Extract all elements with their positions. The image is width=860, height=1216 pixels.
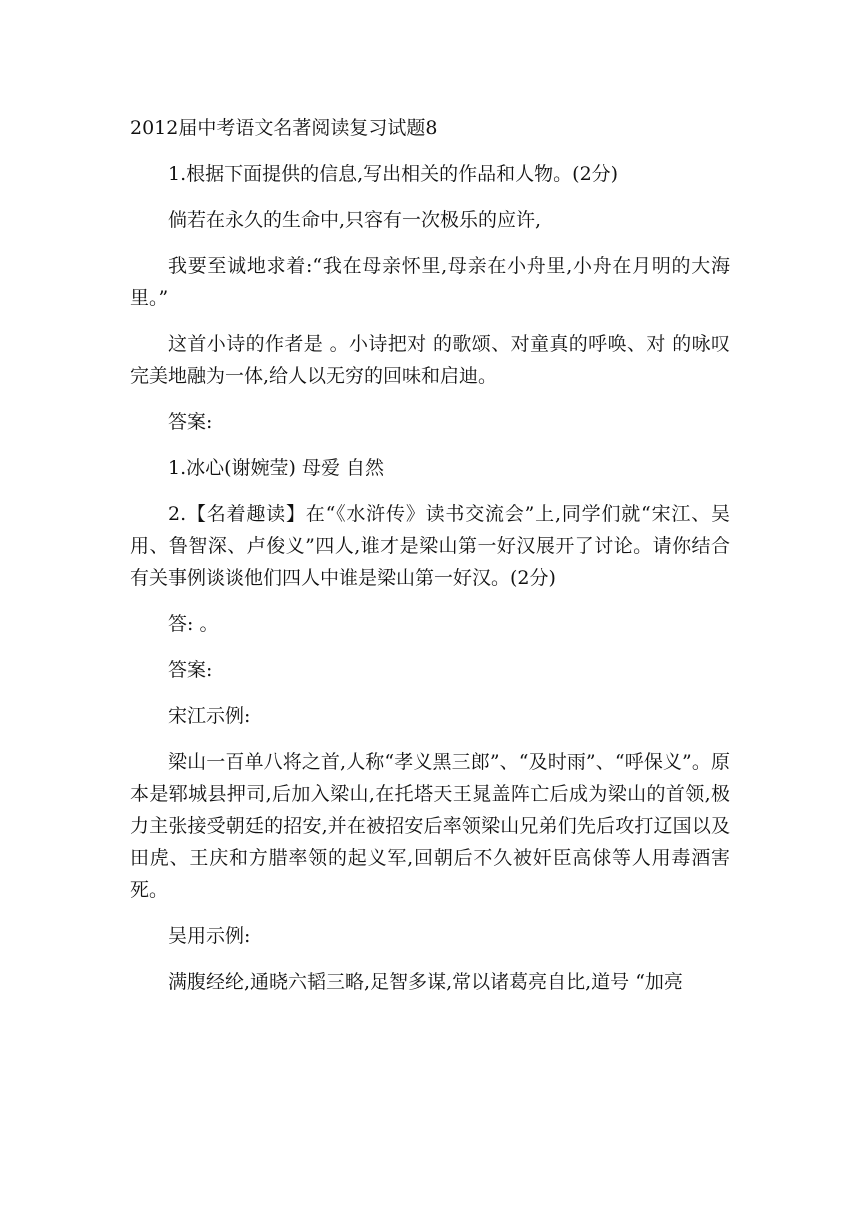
poem-line-2: 我要至诚地求着:“我在母亲怀里,母亲在小舟里,小舟在月明的大海里。” (130, 255, 730, 309)
song-jiang-heading: 宋江示例: (168, 705, 251, 727)
answer-label-1: 答案: (168, 411, 213, 433)
document-body (130, 112, 730, 1012)
answer-label-2: 答案: (168, 659, 213, 681)
question-2-answer-blank: 答: 。 (168, 613, 219, 635)
song-jiang-text: 梁山一百单八将之首,人称“孝义黑三郎”、“及时雨”、“呼保义”。原本是郓城县押司,后加入梁山,在托塔天王晁盖阵亡后成为梁山的首领,极力主张接受朝廷的招安,并在被招安后率领梁山兄弟们先后攻打辽国以及田虎、王庆和方腊率领的起义军,回朝后不久被奸臣高俅等人用毒酒害死。 (130, 751, 730, 901)
answer-1-text: 1.冰心(谢婉莹) 母爱 自然 (168, 457, 385, 479)
document-title: 2012届中考语文名著阅读复习试题8 (130, 117, 438, 139)
question-1-fill-in: 这首小诗的作者是 。小诗把对 的歌颂、对童真的呼唤、对 的咏叹完美地融为一体,给人以无穷的回味和启迪。 (130, 333, 730, 387)
question-1-prompt: 1.根据下面提供的信息,写出相关的作品和人物。(2分) (168, 163, 619, 185)
wu-yong-heading: 吴用示例: (168, 925, 251, 947)
question-2-prompt: 2.【名着趣读】在“《水浒传》读书交流会”上,同学们就“宋江、吴用、鲁智深、卢俊义”四人,谁才是梁山第一好汉展开了讨论。请你结合有关事例谈谈他们四人中谁是梁山第一好汉。(2分) (130, 503, 730, 589)
wu-yong-text: 满腹经纶,通晓六韬三略,足智多谋,常以诸葛亮自比,道号 “加亮 (168, 971, 683, 993)
poem-line-1: 倘若在永久的生命中,只容有一次极乐的应许, (168, 209, 542, 231)
